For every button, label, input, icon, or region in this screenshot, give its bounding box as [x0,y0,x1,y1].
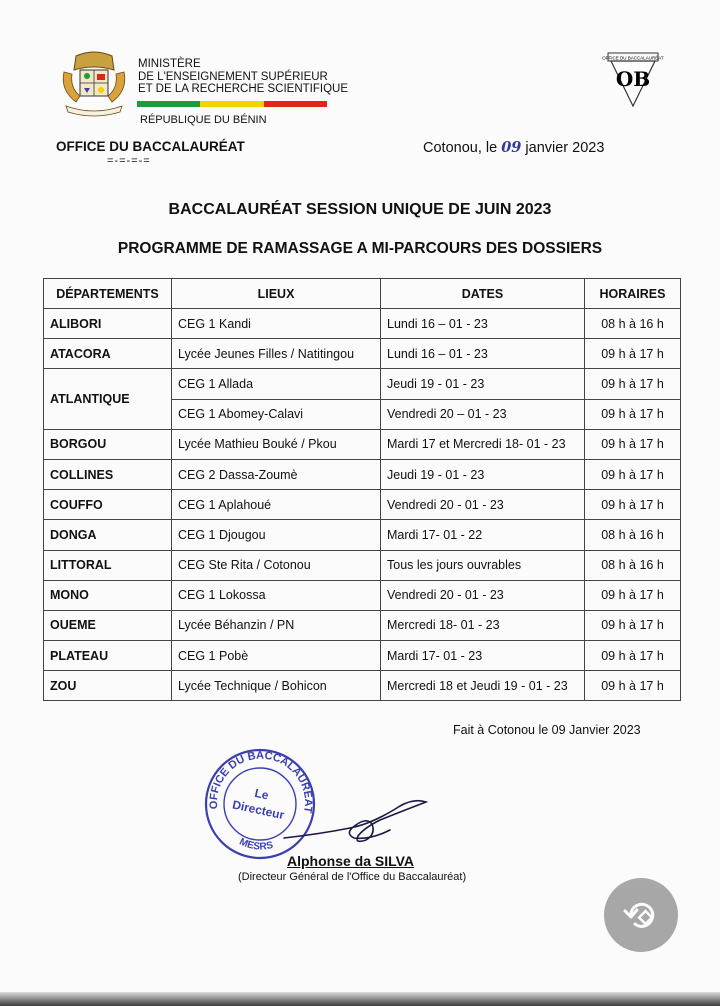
department-cell: LITTORAL [44,550,172,580]
table-row [44,459,681,489]
column-header-dates: DATES [381,279,585,309]
location-cell: CEG 2 Dassa-Zoumè [172,459,381,489]
date-suffix: janvier 2023 [525,140,605,156]
signer-name: Alphonse da SILVA [287,853,415,869]
location-cell: CEG 1 Abomey-Calavi [172,399,381,429]
hours-cell: 09 h à 17 h [585,369,681,399]
date-cell: Mercredi 18 et Jeudi 19 - 01 - 23 [381,671,585,701]
date-cell: Lundi 16 – 01 - 23 [381,309,585,339]
hours-cell: 08 h à 16 h [585,550,681,580]
department-cell: ALIBORI [44,309,172,339]
date-cell: Vendredi 20 – 01 - 23 [381,399,585,429]
date-cell: Mardi 17 et Mercredi 18- 01 - 23 [381,429,585,459]
date-cell: Jeudi 19 - 01 - 23 [381,369,585,399]
svg-text:Directeur: Directeur [231,797,286,823]
location-cell: CEG 1 Allada [172,369,381,399]
hours-cell: 08 h à 16 h [585,309,681,339]
date-cell: Mardi 17- 01 - 23 [381,641,585,671]
hours-cell: 09 h à 17 h [585,610,681,640]
table-row [44,309,681,339]
table-row [44,369,681,399]
svg-text:OFFICE DU BACCALAURÉAT: OFFICE DU BACCALAURÉAT [602,55,664,61]
ministry-line: ET DE LA RECHERCHE SCIENTIFIQUE [138,83,349,95]
location-cell: Lycée Mathieu Bouké / Pkou [172,429,381,459]
ministry-line: DE L'ENSEIGNEMENT SUPÉRIEUR [138,70,328,83]
hours-cell: 09 h à 17 h [585,459,681,489]
location-cell: CEG 1 Lokossa [172,580,381,610]
date-cell: Mardi 17- 01 - 22 [381,520,585,550]
document-subtitle: PROGRAMME DE RAMASSAGE A MI-PARCOURS DES DOSSIERS [117,240,603,257]
department-cell: DONGA [44,520,172,550]
table-header-row [44,279,681,309]
hours-cell: 09 h à 17 h [585,671,681,701]
date-cell: Vendredi 20 - 01 - 23 [381,490,585,520]
location-cell: CEG 1 Pobè [172,641,381,671]
department-cell: PLATEAU [44,641,172,671]
page-bottom-edge [0,992,720,1006]
hours-cell: 09 h à 17 h [585,490,681,520]
hours-cell: 09 h à 17 h [585,580,681,610]
date-prefix: Cotonou, le [423,140,498,156]
table-row [44,490,681,520]
ministry-name [138,58,348,96]
department-cell: COLLINES [44,459,172,489]
rotate-button[interactable] [604,878,678,952]
date-day-handwritten: 09 [501,139,522,156]
hours-cell: 09 h à 17 h [585,399,681,429]
table-row [44,429,681,459]
signer-title: (Directeur Général de l'Office du Baccalauréat) [238,871,467,883]
department-cell: ATACORA [44,339,172,369]
republic-name: RÉPUBLIQUE DU BÉNIN [140,114,267,126]
column-header-departements: DÉPARTEMENTS [44,279,172,309]
hours-cell: 09 h à 17 h [585,641,681,671]
location-cell: CEG 1 Aplahoué [172,490,381,520]
national-flag-stripe [137,101,327,107]
signature-place-date: Fait à Cotonou le 09 Janvier 2023 [453,723,641,737]
svg-text:OFFICE DU BACCALAURÉAT: OFFICE DU BACCALAURÉAT [207,749,315,814]
hours-cell: 08 h à 16 h [585,520,681,550]
date-cell: Vendredi 20 - 01 - 23 [381,580,585,610]
hours-cell: 09 h à 17 h [585,339,681,369]
department-cell: MONO [44,580,172,610]
location-cell: Lycée Béhanzin / PN [172,610,381,640]
ministry-line: MINISTÈRE [138,58,201,70]
svg-text:Le: Le [253,785,270,803]
table-row [44,610,681,640]
location-cell: CEG Ste Rita / Cotonou [172,550,381,580]
place-and-date [423,139,604,156]
svg-text:OB: OB [615,67,651,91]
department-cell: OUEME [44,610,172,640]
hours-cell: 09 h à 17 h [585,429,681,459]
table-row [44,550,681,580]
table-row [44,580,681,610]
handwritten-signature [280,794,440,856]
date-cell: Tous les jours ouvrables [381,550,585,580]
department-cell: ZOU [44,671,172,701]
date-cell: Mercredi 18- 01 - 23 [381,610,585,640]
table-row [44,339,681,369]
location-cell: CEG 1 Djougou [172,520,381,550]
schedule-table [43,278,681,701]
column-header-horaires: HORAIRES [585,279,681,309]
coat-of-arms-icon [58,50,130,118]
department-cell: ATLANTIQUE [44,369,172,429]
table-row [44,641,681,671]
date-cell: Jeudi 19 - 01 - 23 [381,459,585,489]
table-row [44,520,681,550]
document-title: BACCALAURÉAT SESSION UNIQUE DE JUIN 2023 [168,201,552,218]
svg-text:MESRS: MESRS [237,836,275,853]
location-cell: Lycée Jeunes Filles / Natitingou [172,339,381,369]
office-name: OFFICE DU BACCALAURÉAT [56,139,245,154]
location-cell: CEG 1 Kandi [172,309,381,339]
rotate-icon [621,895,661,935]
office-underline-dashes: =-=-=-= [107,155,151,167]
table-row [44,671,681,701]
location-cell: Lycée Technique / Bohicon [172,671,381,701]
date-cell: Lundi 16 – 01 - 23 [381,339,585,369]
column-header-lieux: LIEUX [172,279,381,309]
department-cell: BORGOU [44,429,172,459]
office-logo-icon [602,52,664,108]
department-cell: COUFFO [44,490,172,520]
